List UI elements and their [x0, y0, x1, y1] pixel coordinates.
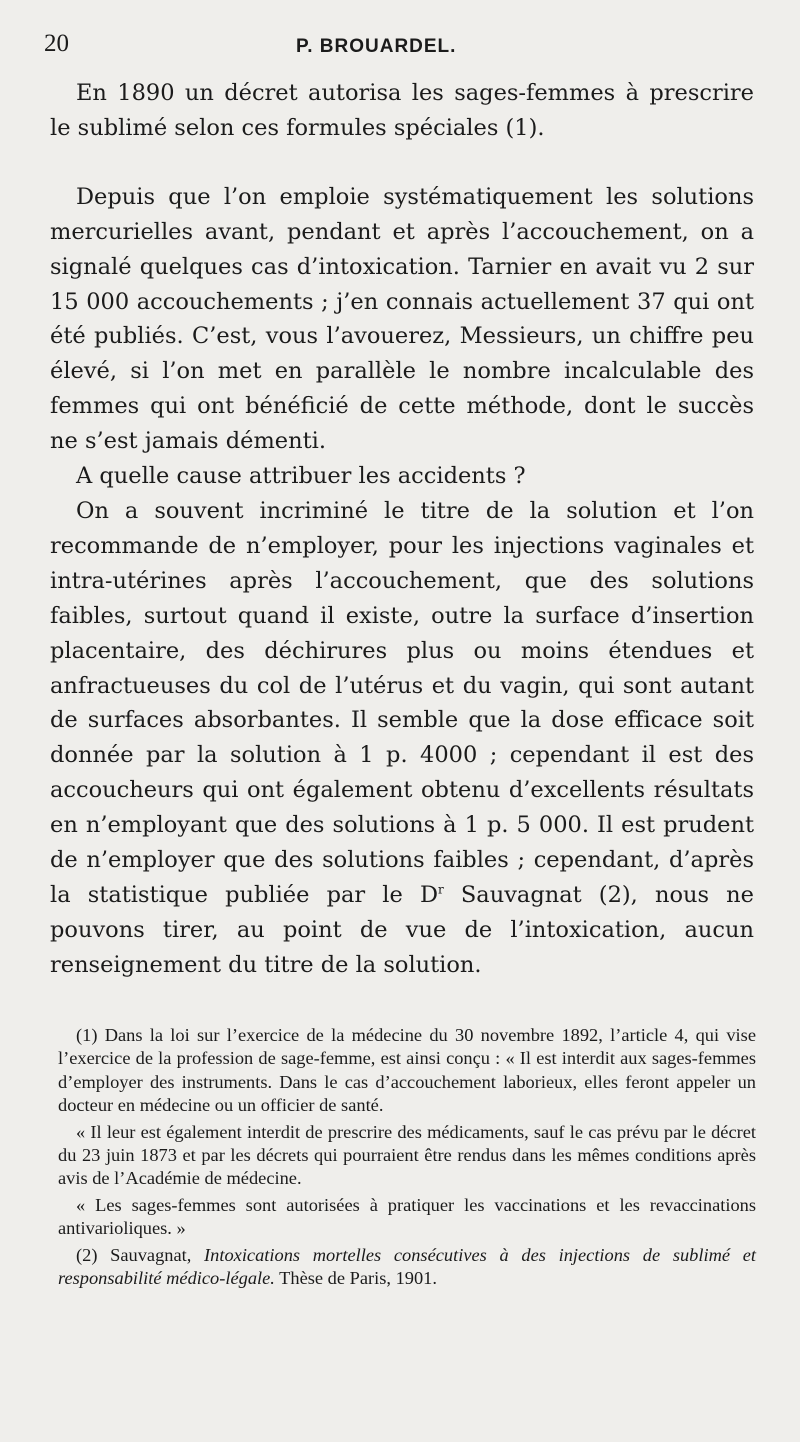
- paragraph-text: Sauvagnat (2), nous ne pouvons tirer, au point de vue de l’intoxication, aucun renseignement du titre de la solution.: [50, 881, 754, 978]
- paragraph: A quelle cause attribuer les accidents ?: [76, 463, 526, 490]
- superscript: r: [437, 882, 444, 897]
- main-text: [50, 76, 754, 983]
- footnote-2-suffix: Thèse de Paris, 1901.: [274, 1268, 437, 1289]
- paragraph: Depuis que l’on emploie systématiquement les solutions mercurielles avant, pendant et après l’accouchement, on a signalé quelques cas d’intoxication. Tarnier en avait vu 2 sur 15 000 accouchements ; j’en connais actuellement 37 qui ont été publiés. C’est, vous l’avouerez, Messieurs, un chiffre peu élevé, si l’on met en parallèle le nombre incalculable des femmes qui ont bénéficié de cette méthode, dont le succès ne s’est jamais démenti.: [50, 183, 754, 455]
- footnotes: [58, 1024, 756, 1293]
- page-number: 20: [44, 30, 69, 57]
- footnote-1-continued: « Il leur est également interdit de prescrire des médicaments, sauf le cas prévu par le décret du 23 juin 1873 et par les décrets qui pourraient être rendus dans les mêmes conditions après avis de l’Académie de médecine.: [58, 1121, 756, 1189]
- running-head: P. BROUARDEL.: [296, 36, 457, 57]
- footnote-1-continued: « Les sages-femmes sont autorisées à pratiquer les vaccinations et les revaccinations antivarioliques. »: [58, 1194, 756, 1239]
- footnote-2-title: Intoxications mortelles consécutives à des injections de sublimé et responsabilité médico-légale.: [58, 1244, 756, 1289]
- paragraph: [50, 494, 754, 983]
- footnote-2: [58, 1244, 756, 1291]
- paragraph: En 1890 un décret autorisa les sages-femmes à prescrire le sublimé selon ces formules spéciales (1).: [50, 80, 754, 141]
- footnote-1: (1) Dans la loi sur l’exercice de la médecine du 30 novembre 1892, l’article 4, qui vise l’exercice de la profession de sage-femme, est ainsi conçu : « Il est interdit aux sages-femmes d’employer des instruments. Dans le cas d’accouchement laborieux, elles feront appeler un docteur en médecine ou un officier de santé.: [58, 1025, 756, 1116]
- paragraph-text: On a souvent incriminé le titre de la solution et l’on recommande de n’employer, pour les injections vaginales et intra-utérines après l’accouchement, que des solutions faibles, surtout quand il existe, outre la surface d’insertion placentaire, des déchirures plus ou moins étendues et anfractueuses du col de l’utérus et du vagin, qui sont autant de surfaces absorbantes. Il semble que la dose efficace soit donnée par la solution à 1 p. 4000 ; cependant il est des accoucheurs qui ont également obtenu d’excellents résultats en n’employant que des solutions à 1 p. 5 000. Il est prudent de n’employer que des solutions faibles ; cependant, d’après la statistique publiée par le D: [50, 497, 754, 908]
- page-header: [44, 28, 760, 68]
- footnote-2-prefix: (2) Sauvagnat,: [76, 1244, 205, 1265]
